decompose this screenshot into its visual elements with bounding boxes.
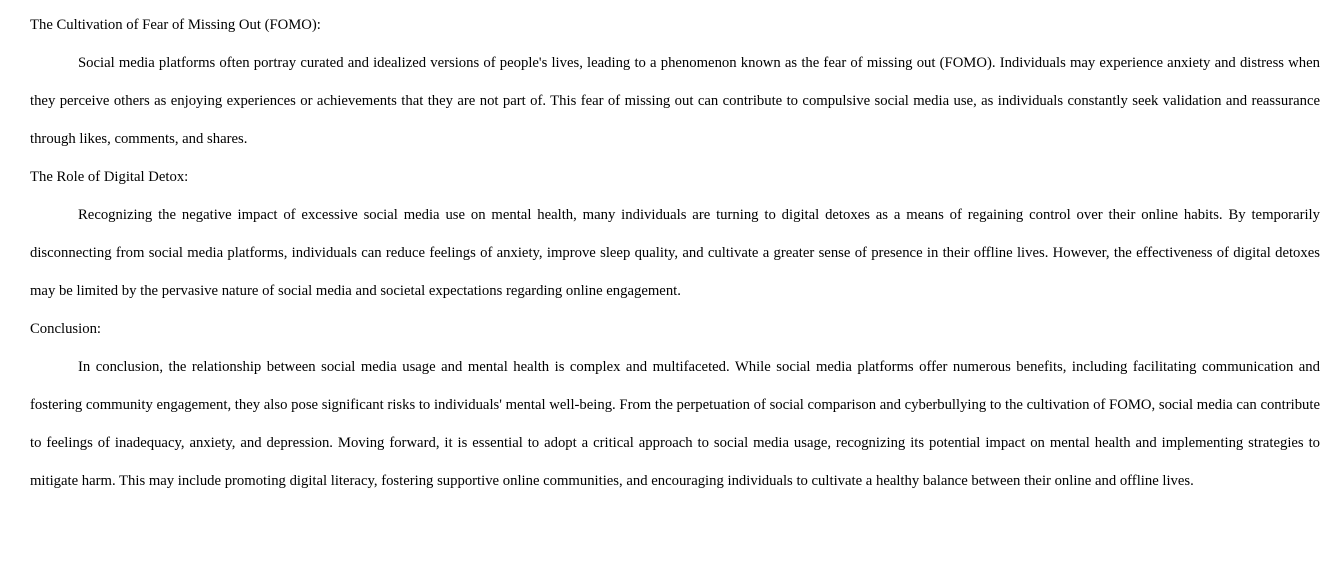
section-paragraph: Social media platforms often portray curated and idealized versions of people's lives, leading to a phenomenon known as the fear of missing out (FOMO). Individuals may experience anxiety and distress when they perceive others as enjoying experiences or achievements that they are not part of. This fear of missing out can contribute to compulsive social media use, as individuals constantly seek validation and reassurance through likes, comments, and shares. xyxy=(30,55,1320,147)
section-heading: The Cultivation of Fear of Missing Out (FOMO): xyxy=(30,17,321,33)
document-body xyxy=(30,6,1320,500)
section-paragraph: Recognizing the negative impact of excessive social media use on mental health, many individuals are turning to digital detoxes as a means of regaining control over their online habits. By temporarily disconnecting from social media platforms, individuals can reduce feelings of anxiety, improve sleep quality, and cultivate a greater sense of presence in their offline lives. However, the effectiveness of digital detoxes may be limited by the pervasive nature of social media and societal expectations regarding online engagement. xyxy=(30,207,1320,299)
section-conclusion xyxy=(30,310,1320,500)
section-paragraph: In conclusion, the relationship between social media usage and mental health is complex and multifaceted. While social media platforms offer numerous benefits, including facilitating communication and fostering community engagement, they also pose significant risks to individuals' mental well-being. From the perpetuation of social comparison and cyberbullying to the cultivation of FOMO, social media can contribute to feelings of inadequacy, anxiety, and depression. Moving forward, it is essential to adopt a critical approach to social media usage, recognizing its potential impact on mental health and implementing strategies to mitigate harm. This may include promoting digital literacy, fostering supportive online communities, and encouraging individuals to cultivate a healthy balance between their online and offline lives. xyxy=(30,359,1320,489)
section-fomo xyxy=(30,6,1320,158)
section-heading: Conclusion: xyxy=(30,321,101,337)
section-digital-detox xyxy=(30,158,1320,310)
section-heading: The Role of Digital Detox: xyxy=(30,169,189,185)
